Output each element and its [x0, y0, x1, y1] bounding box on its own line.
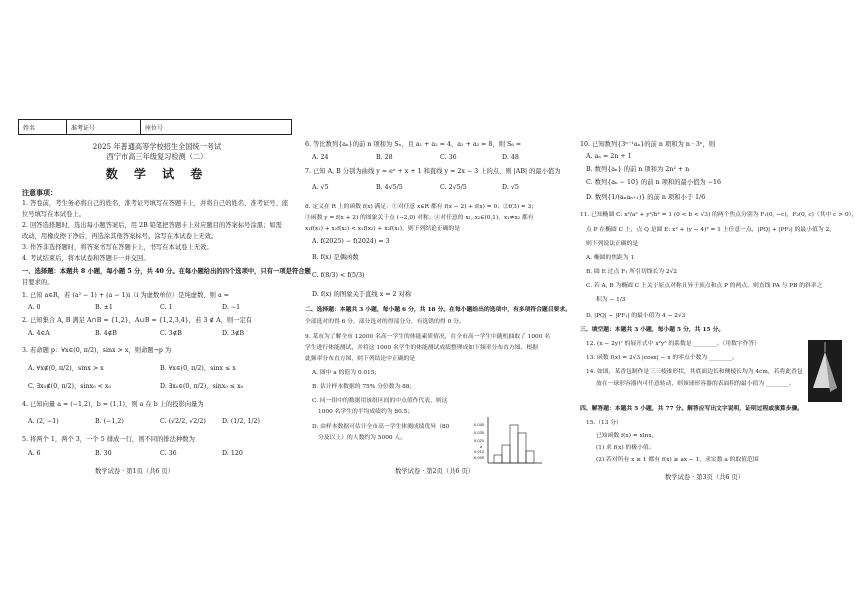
q7-option-a: A. √5: [312, 184, 329, 191]
name-field-label: 姓名: [19, 120, 67, 134]
note-line: 2. 回答选择题时，选出每小题答案后，用 2B 铅笔把答题卡上对应题目的答案标号涂黑；如需: [22, 222, 282, 229]
q9-option-c-cont: 1000 名学生的平均成绩约为 80.5；: [318, 409, 414, 415]
histogram-y-tick: 0.035: [474, 431, 485, 435]
question-9-line: 学生进行体能测试，并将这 1000 名学生的体能测试成绩整理成如下频率分布直方图。根据: [305, 345, 538, 351]
q8-option-d: D. f(x) 的图象关于直线 x = 2 对称: [312, 291, 412, 298]
histogram-bar: [526, 451, 534, 463]
histogram-bar: [502, 445, 510, 463]
histogram-bar: [510, 425, 518, 463]
q15-line: (1) 求 f(x) 的极小值；: [596, 445, 655, 451]
q3-option-c: C. ∃x₀∉(0, π/2)，sinx₀ < x₀: [28, 383, 111, 390]
q6-option-d: D. 48: [502, 154, 519, 161]
q4-option-d: D. (1/2, 1/2): [222, 418, 261, 425]
question-3: 3. 若命题 p：∀x∈(0, π/2)，sinx > x，则命题¬p 为: [22, 347, 172, 354]
q2-option-d: D. 3∉B: [222, 330, 245, 337]
q8-option-c: C. f(8/3) < f(5/3): [312, 272, 365, 279]
histogram-y-tick: 0.010: [474, 450, 485, 454]
note-line: 位号填写在本试卷上。: [22, 211, 85, 218]
page-footer-2: 数学试卷 · 第2页（共6 页）: [395, 468, 474, 475]
q4-option-c: C. (√2/2, √2/2): [160, 418, 206, 425]
q15-line: 已知函数 f(x) = xlnx。: [596, 433, 658, 439]
q5-option-a: A. 6: [28, 450, 41, 457]
q2-option-c: C. 3∉B: [160, 330, 182, 337]
q3-option-d: D. ∃x₀∈(0, π/2)，sinx₀ ≤ x₀: [160, 383, 244, 390]
question-11-line: 则下列说法正确的是: [586, 241, 639, 247]
q10-option-d: D. 数列{1/(aₙaₙ₊₁)} 的前 n 项和小于 1/6: [586, 194, 706, 201]
q5-option-c: C. 36: [160, 450, 177, 457]
seat-no-field-label: 座位号: [145, 124, 164, 132]
section2-heading-cont: 全部选对的得 6 分，部分选对的得部分分，有选错的得 0 分。: [305, 319, 465, 325]
question-14-line: 放在一球形容器内可任意转动，则该球形容器的表面积的最小值为 ________。: [596, 381, 795, 387]
question-11-line: 11. 已知椭圆 C: x²/a² + y²/b² = 1 (0 < b < √3) 的两个焦点分别为 F₁(0, −c)，F₂(0, c)（其中 c > 0），: [580, 212, 858, 218]
q9-option-d-cont: 分及以上）的人数约为 5000 人。: [318, 435, 407, 441]
q3-option-a: A. ∀x∉(0, π/2)，sinx > x: [28, 365, 104, 372]
q4-option-b: B. (−1,2): [95, 418, 124, 425]
q11-option-c: C. 若 A, B 为椭圆 C 上关于原点对称且异于顶点和点 P 的两点，则直线 PA 与 PB 的斜率之: [586, 283, 823, 289]
q11-option-a: A. 椭圆的焦距为 1: [586, 255, 635, 261]
q5-option-d: D. 120: [222, 450, 243, 457]
q9-option-d: D. 由样本数据可估计全市高一学生体测成绩优异（80: [312, 424, 450, 430]
question-4: 4. 已知向量 a = (−1,2)，b = (1,1)，则 a 在 b 上的投影向量为: [22, 401, 204, 408]
q11-option-d: D. |PQ| − |PF₁| 的最小值为 4 − 2√3: [586, 313, 686, 319]
q1-option-d: D. −1: [222, 304, 241, 311]
tetrahedron-icon: [808, 340, 842, 402]
question-2: 2. 已知集合 A, B 满足 A∩B = {1,2}，A∪B = {1,2,3,4}，若 3 ∉ A，则一定有: [22, 317, 253, 324]
note-line: 4. 考试结束后，将本试卷和答题卡一并交回。: [22, 255, 150, 262]
question-9-line: 9. 某市为了解全市 12000 名高一学生的体能素质情况，在全市高一学生中随机抽取了 1000 名: [305, 334, 551, 340]
q7-option-b: B. 4√5/5: [376, 184, 403, 191]
question-7: 7. 已知 A, B 分别为曲线 y = eˣ + x + 1 和直线 y = 2x − 3 上的点，则 |AB| 的最小值为: [305, 168, 561, 175]
exam-no-field-label: 准考证号: [67, 120, 141, 134]
notes-heading: 注意事项：: [22, 188, 57, 197]
question-11-line: 点 P 在椭圆 C 上，点 Q 是圆 E: x² + (y − 4)² = 1 上任意一点，|PQ| + |PF₂| 的最小值为 2，: [586, 227, 835, 233]
question-1: 1. 已知 a∈R，若 (a² − 1) + (a − 1)i（i 为虚数单位）是纯虚数，则 a =: [22, 292, 229, 299]
q10-option-a: A. aₙ = 2n + 1: [586, 153, 632, 160]
note-line: 3. 作答非选择题时，将答案书写在答题卡上，书写在本试卷上无效。: [22, 244, 213, 251]
q9-option-a: A. 图中 a 的值为 0.015；: [312, 370, 381, 376]
subject-title: 数 学 试 卷: [105, 167, 209, 181]
q1-option-a: A. 0: [28, 304, 41, 311]
question-14-line: 14. 如图，某香包制作是三三棱锥形状，其底面边长和侧棱长均为 4cm，若将此香包: [586, 369, 803, 375]
section4-heading: 四、解答题：本题共 5 小题，共 77 分。解答应写出文字说明，证明过程或演算步骤。: [580, 406, 804, 412]
q8-option-a: A. f(2025) − f(2024) = 3: [312, 238, 390, 245]
q15-line: (2) 若对所有 x ≥ 1 都有 f(x) ≥ ax − 1，求实数 a 的取值范围: [596, 457, 759, 463]
histogram-y-tick: 0.025: [474, 439, 485, 443]
q3-option-b: B. ∀x∈(0, π/2)，sinx ≤ x: [160, 365, 236, 372]
question-15: 15.（13 分）: [586, 420, 622, 426]
histogram-y-tick: 0.005: [474, 456, 485, 460]
histogram-y-tick: a: [480, 445, 483, 449]
q6-option-a: A. 24: [312, 154, 329, 161]
q8-option-b: B. f(x) 是偶函数: [312, 254, 359, 261]
question-8-line: 8. 定义在 R 上的函数 f(x) 满足：①对任意 x∈R 都有 f(x − 2) + f(x) = 0；②f(3) = 3；: [305, 204, 538, 210]
q4-option-a: A. (2, −1): [28, 418, 59, 425]
question-12: 12. (x − 2y)⁷ 的展开式中 x²y⁵ 的系数是 ________。（用数字作答）: [586, 341, 761, 347]
section1-heading: 一、选择题：本题共 8 小题，每小题 5 分，共 40 分。在每小题给出的四个选项中，只有一项是符合题: [22, 268, 311, 275]
q2-option-a: A. 4∈A: [28, 330, 50, 337]
q6-option-b: B. 28: [376, 154, 393, 161]
question-5: 5. 将两个 1，两个 3，一个 5 排成一行，则不同的排法种数为: [22, 436, 195, 443]
section2-heading: 二、选择题：本题共 3 小题，每小题 6 分，共 18 分。在每小题给出的选项中，有多项符合题目要求。: [305, 307, 571, 313]
q1-option-b: B. ±1: [95, 304, 113, 311]
question-8-line: ③函数 y = f(x + 2) 的图象关于点 (−2,0) 对称；④对任意的 x₁, x₂∈(0,1)，x₁≠x₂ 都有: [305, 215, 534, 221]
question-6: 6. 等比数列{aₙ}的前 n 项和为 Sₙ，且 a₁ + a₂ = 4，a₂ + a₃ = 8，则 S₆ =: [305, 141, 522, 148]
page-footer-1: 数学试卷 · 第1页（共6 页）: [95, 468, 174, 475]
candidate-info-table: [18, 119, 292, 135]
page-footer-3: 数学试卷 · 第3页（共6 页）: [665, 474, 744, 481]
q11-option-c-cont: 积为 − 1/3: [596, 297, 626, 303]
q5-option-b: B. 30: [95, 450, 112, 457]
q2-option-b: B. 4∉B: [95, 330, 117, 337]
histogram-y-tick: 0.045: [474, 423, 485, 427]
exam-title-line2: 西宁市高三年级复习检测（二）: [106, 152, 208, 161]
histogram-bar: [518, 433, 526, 463]
question-10: 10. 已知数列{3ⁿ⁻¹aₙ}的前 n 项和为 n · 3ⁿ，则: [580, 141, 716, 148]
tetrahedron-photo: [808, 340, 842, 402]
note-line: 1. 答卷前，考生务必将自己的姓名、准考证号填写在答题卡上，并将自己的姓名、准考证号、座: [22, 200, 289, 207]
histogram-bar: [494, 455, 502, 463]
q11-option-b: B. 圆 E 过点 F₁ 所引切线长为 2√2: [586, 269, 677, 275]
frequency-histogram: [474, 415, 544, 467]
section3-heading: 三、填空题：本题共 3 小题，每小题 5 分，共 15 分。: [580, 327, 725, 333]
question-9-line: 此频率分布直方图，则下列结论中正确的是: [305, 356, 416, 362]
q9-option-b: B. 估计样本数据的 75% 分位数为 88；: [312, 384, 416, 390]
exam-title-line1: 2025 年普通高等学校招生全国统一考试: [92, 142, 222, 151]
question-13: 13. 函数 f(x) = 2√3 |cosx| − x 的零点个数为 ________。: [586, 355, 739, 361]
note-line: 改动，用橡皮擦干净后，再选涂其他答案标号。涂写在本试卷上无效。: [22, 233, 218, 240]
q1-option-c: C. 1: [160, 304, 173, 311]
q6-option-c: C. 36: [440, 154, 457, 161]
q10-option-c: C. 数列{aₙ − 10} 的前 n 项和的最小值为 −16: [586, 179, 721, 186]
q7-option-d: D. √5: [502, 184, 519, 191]
q10-option-b: B. 数列{aₙ} 的前 n 项和为 2n² + n: [586, 166, 690, 173]
section1-heading-cont: 目要求的。: [22, 279, 54, 286]
q7-option-c: C. 2√5/5: [440, 184, 467, 191]
q9-option-c: C. 同一组中的数据用该组区间的中点值作代表，则这: [312, 398, 448, 404]
question-8-line: x₁f(x₁) + x₂f(x₂) < x₁f(x₂) + x₂f(x₁)，则下列结论正确的是: [305, 226, 461, 232]
